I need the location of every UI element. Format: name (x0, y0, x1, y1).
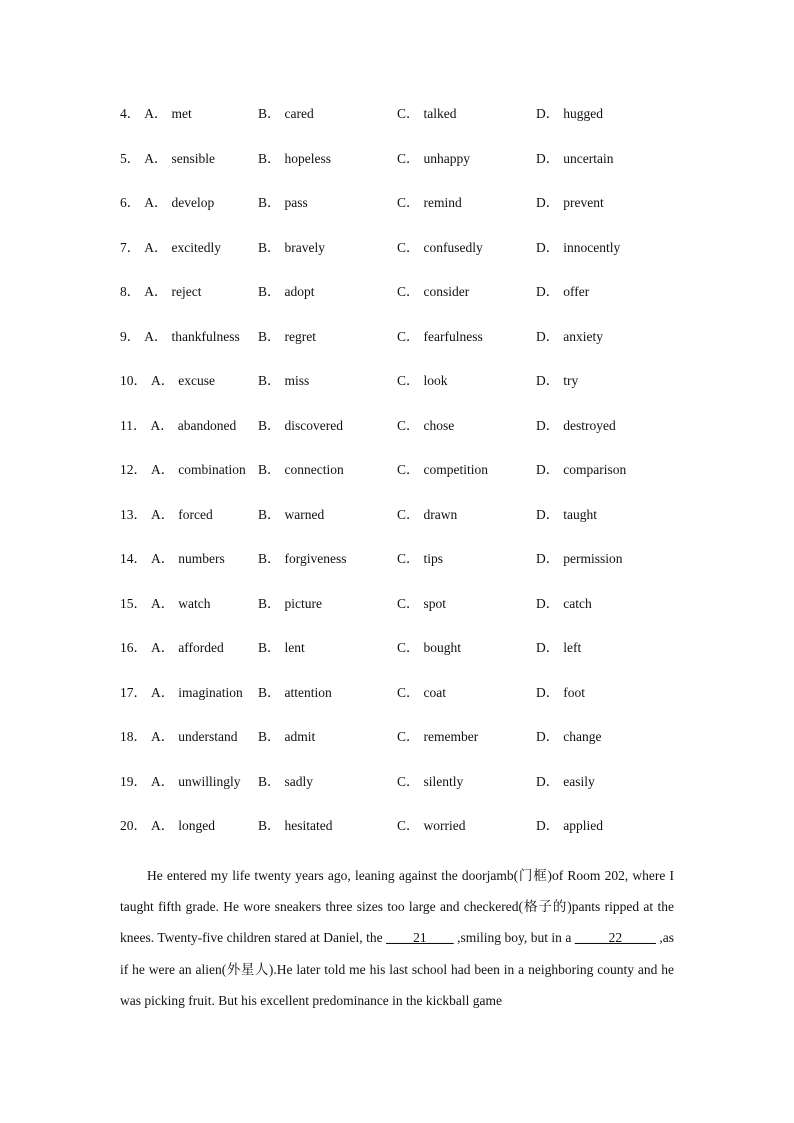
option-text: regret (284, 328, 316, 344)
option-letter: C． (397, 239, 420, 255)
option-letter: B． (258, 150, 281, 166)
option-letter: B． (258, 506, 281, 522)
option-b (258, 280, 315, 300)
option-text: sadly (284, 773, 314, 789)
option-text: remember (423, 729, 479, 744)
option-a (120, 503, 213, 523)
option-text: miss (284, 373, 310, 388)
option-c (397, 592, 446, 612)
option-letter: B． (258, 239, 281, 255)
option-c (397, 503, 457, 523)
option-b (258, 636, 305, 656)
option-text: combination (178, 462, 246, 477)
option-letter: B． (258, 373, 281, 388)
option-b (258, 191, 308, 211)
option-letter: D． (536, 640, 560, 655)
option-b (258, 725, 315, 745)
option-text: unhappy (423, 150, 471, 166)
option-letter: C． (397, 818, 420, 833)
question-number: 11． (120, 417, 147, 433)
option-letter: D． (536, 818, 560, 833)
option-text: talked (423, 106, 457, 121)
option-letter: A． (144, 106, 168, 121)
option-letter: C． (397, 284, 420, 299)
option-text: forgiveness (284, 551, 347, 566)
option-letter: C． (397, 595, 420, 611)
option-b (258, 458, 344, 478)
option-letter: D． (536, 195, 560, 210)
passage-text-2: ,smiling boy, but in a (453, 930, 575, 946)
option-letter: C． (397, 195, 420, 210)
question-row (120, 814, 720, 859)
option-d (536, 147, 613, 167)
option-letter: B． (258, 328, 281, 344)
option-letter: B． (258, 551, 281, 566)
option-a (120, 592, 210, 612)
option-text: numbers (178, 551, 225, 566)
option-letter: C． (397, 684, 420, 700)
option-text: reject (171, 284, 202, 299)
option-text: forced (178, 506, 213, 522)
option-text: spot (423, 595, 447, 611)
option-letter: B． (258, 195, 281, 210)
option-letter: C． (397, 328, 420, 344)
option-text: pass (284, 195, 308, 210)
option-letter: D． (536, 506, 560, 522)
option-letter: D． (536, 729, 560, 744)
option-text: innocently (563, 239, 621, 255)
question-row (120, 280, 720, 325)
option-letter: D． (536, 106, 560, 121)
option-letter: D． (536, 462, 560, 477)
question-row (120, 547, 720, 592)
question-row (120, 102, 720, 147)
option-b (258, 681, 332, 701)
option-d (536, 636, 581, 656)
option-text: taught (563, 506, 597, 522)
question-number: 10． (120, 373, 147, 388)
option-text: sensible (171, 150, 215, 166)
option-d (536, 191, 604, 211)
option-letter: A． (144, 239, 168, 255)
option-letter: C． (397, 462, 420, 477)
option-text: catch (563, 595, 592, 611)
option-a (120, 814, 215, 834)
option-a (120, 102, 192, 122)
question-row (120, 191, 720, 236)
option-a (120, 191, 214, 211)
option-letter: D． (536, 684, 560, 700)
option-a (120, 414, 236, 434)
option-c (397, 280, 469, 300)
option-text: thankfulness (171, 328, 240, 344)
option-text: left (563, 640, 582, 655)
option-letter: D． (536, 373, 560, 388)
option-c (397, 814, 466, 834)
option-b (258, 369, 309, 389)
question-number: 6． (120, 195, 141, 210)
option-b (258, 325, 316, 345)
option-text: abandoned (177, 417, 237, 433)
question-list (120, 102, 720, 859)
option-text: prevent (563, 195, 604, 210)
option-text: hesitated (284, 818, 333, 833)
option-a (120, 325, 240, 345)
option-c (397, 325, 483, 345)
option-letter: D． (536, 328, 560, 344)
question-number: 14． (120, 551, 147, 566)
option-c (397, 636, 461, 656)
option-letter: C． (397, 417, 420, 433)
option-c (397, 414, 454, 434)
option-b (258, 592, 322, 612)
option-text: discovered (284, 417, 343, 433)
option-text: attention (284, 684, 332, 700)
option-c (397, 681, 446, 701)
option-letter: C． (397, 106, 420, 121)
option-b (258, 814, 333, 834)
question-number: 16． (120, 640, 147, 655)
option-letter: D． (536, 239, 560, 255)
question-number: 19． (120, 773, 147, 789)
option-c (397, 547, 443, 567)
option-d (536, 102, 603, 122)
option-d (536, 458, 626, 478)
option-text: silently (423, 773, 464, 789)
option-text: remind (423, 195, 462, 210)
option-text: afforded (178, 640, 224, 655)
question-row (120, 325, 720, 370)
option-c (397, 102, 457, 122)
passage-text-3: ,as if he were an alien(外星人).He later told me his last school had been in a neighboring county and he was picking fruit. But his excellent predominance in the kickball game (120, 930, 674, 1008)
option-b (258, 102, 314, 122)
option-text: excitedly (171, 239, 221, 255)
option-text: warned (284, 506, 325, 522)
option-a (120, 369, 215, 389)
option-b (258, 236, 325, 256)
option-letter: C． (397, 640, 420, 655)
option-letter: B． (258, 773, 281, 789)
option-text: chose (423, 417, 455, 433)
option-letter: D． (536, 150, 560, 166)
question-row (120, 503, 720, 548)
question-number: 9． (120, 328, 141, 344)
option-a (120, 236, 221, 256)
option-text: connection (284, 462, 344, 477)
question-row (120, 414, 720, 459)
option-d (536, 725, 601, 745)
option-letter: A． (144, 328, 168, 344)
question-row (120, 770, 720, 815)
option-a (120, 681, 243, 701)
option-text: lent (284, 640, 305, 655)
option-text: picture (284, 595, 322, 611)
question-row (120, 636, 720, 681)
question-number: 7． (120, 239, 141, 255)
option-text: change (563, 729, 602, 744)
option-letter: C． (397, 506, 420, 522)
option-text: worried (423, 818, 466, 833)
option-letter: A． (150, 417, 174, 433)
option-text: fearfulness (423, 328, 483, 344)
question-row (120, 147, 720, 192)
question-row (120, 458, 720, 503)
option-text: drawn (423, 506, 458, 522)
option-letter: B． (258, 462, 281, 477)
option-text: uncertain (563, 150, 614, 166)
option-letter: B． (258, 818, 281, 833)
option-text: understand (178, 729, 238, 744)
blank-22: _____22_____ (574, 930, 656, 946)
option-letter: D． (536, 417, 560, 433)
option-text: tips (423, 551, 444, 566)
option-d (536, 369, 578, 389)
option-d (536, 236, 620, 256)
option-c (397, 369, 448, 389)
option-letter: A． (144, 284, 168, 299)
option-letter: B． (258, 417, 281, 433)
option-text: watch (178, 595, 211, 611)
option-text: hopeless (284, 150, 332, 166)
option-letter: B． (258, 106, 281, 121)
option-letter: A． (151, 773, 175, 789)
option-letter: A． (151, 640, 175, 655)
option-letter: B． (258, 684, 281, 700)
option-c (397, 458, 488, 478)
question-number: 13． (120, 506, 147, 522)
option-d (536, 280, 589, 300)
option-d (536, 503, 597, 523)
option-d (536, 325, 603, 345)
option-letter: A． (151, 506, 175, 522)
option-d (536, 414, 616, 434)
question-number: 17． (120, 684, 147, 700)
option-d (536, 814, 603, 834)
option-letter: A． (151, 729, 175, 744)
option-text: anxiety (563, 328, 603, 344)
option-text: look (423, 373, 448, 388)
option-text: consider (423, 284, 470, 299)
option-text: applied (563, 818, 603, 833)
option-text: confusedly (423, 239, 483, 255)
option-text: foot (563, 684, 585, 700)
question-row (120, 369, 720, 414)
reading-passage (120, 860, 674, 1016)
question-row (120, 725, 720, 770)
option-text: offer (563, 284, 590, 299)
option-letter: C． (397, 150, 420, 166)
option-c (397, 191, 462, 211)
option-a (120, 770, 241, 790)
option-a (120, 280, 201, 300)
question-number: 20． (120, 818, 147, 833)
option-letter: A． (144, 150, 168, 166)
option-b (258, 503, 324, 523)
option-text: met (171, 106, 192, 121)
question-number: 5． (120, 150, 141, 166)
option-text: develop (171, 195, 215, 210)
option-letter: C． (397, 373, 420, 388)
option-text: excuse (178, 373, 215, 388)
question-number: 15． (120, 595, 147, 611)
option-letter: D． (536, 773, 560, 789)
option-letter: A． (151, 551, 175, 566)
option-letter: D． (536, 595, 560, 611)
option-text: comparison (563, 462, 627, 477)
option-d (536, 547, 623, 567)
option-b (258, 147, 331, 167)
option-text: imagination (178, 684, 243, 700)
option-letter: A． (151, 818, 175, 833)
option-letter: B． (258, 284, 281, 299)
option-d (536, 681, 585, 701)
option-letter: D． (536, 284, 560, 299)
option-text: cared (284, 106, 314, 121)
option-a (120, 636, 224, 656)
question-row (120, 236, 720, 281)
option-letter: A． (151, 684, 175, 700)
option-d (536, 592, 592, 612)
option-text: destroyed (563, 417, 616, 433)
question-row (120, 681, 720, 726)
option-c (397, 147, 470, 167)
option-letter: B． (258, 595, 281, 611)
option-text: longed (178, 818, 215, 833)
option-letter: A． (151, 462, 175, 477)
option-d (536, 770, 595, 790)
question-number: 8． (120, 284, 141, 299)
option-letter: C． (397, 551, 420, 566)
option-b (258, 547, 347, 567)
option-text: easily (563, 773, 595, 789)
option-c (397, 770, 463, 790)
option-a (120, 147, 215, 167)
option-letter: D． (536, 551, 560, 566)
option-b (258, 414, 343, 434)
blank-21: ____21____ (386, 930, 454, 946)
option-text: bought (423, 640, 462, 655)
option-letter: A． (151, 595, 175, 611)
option-text: unwillingly (178, 773, 241, 789)
option-text: coat (423, 684, 447, 700)
passage-text-1: He entered my life twenty years ago, leaning against the doorjamb(门框)of Room 202, where I taught fifth grade. He wore sneakers three sizes too large and checkered(格子的)pants ripped at the knees. Twenty-five children stared at Daniel, the (120, 868, 674, 946)
option-text: hugged (563, 106, 603, 121)
option-letter: A． (151, 373, 175, 388)
question-number: 12． (120, 462, 147, 477)
option-text: bravely (284, 239, 325, 255)
option-text: competition (423, 462, 489, 477)
option-letter: B． (258, 729, 281, 744)
question-row (120, 592, 720, 637)
option-a (120, 458, 246, 478)
question-number: 4． (120, 106, 141, 121)
option-c (397, 236, 483, 256)
option-b (258, 770, 313, 790)
option-letter: C． (397, 773, 420, 789)
option-letter: A． (144, 195, 168, 210)
option-text: try (563, 373, 579, 388)
option-text: permission (563, 551, 623, 566)
option-a (120, 725, 237, 745)
option-text: adopt (284, 284, 315, 299)
option-letter: C． (397, 729, 420, 744)
option-text: admit (284, 729, 316, 744)
question-number: 18． (120, 729, 147, 744)
passage-paragraph (120, 860, 674, 1016)
option-c (397, 725, 478, 745)
option-letter: B． (258, 640, 281, 655)
option-a (120, 547, 225, 567)
